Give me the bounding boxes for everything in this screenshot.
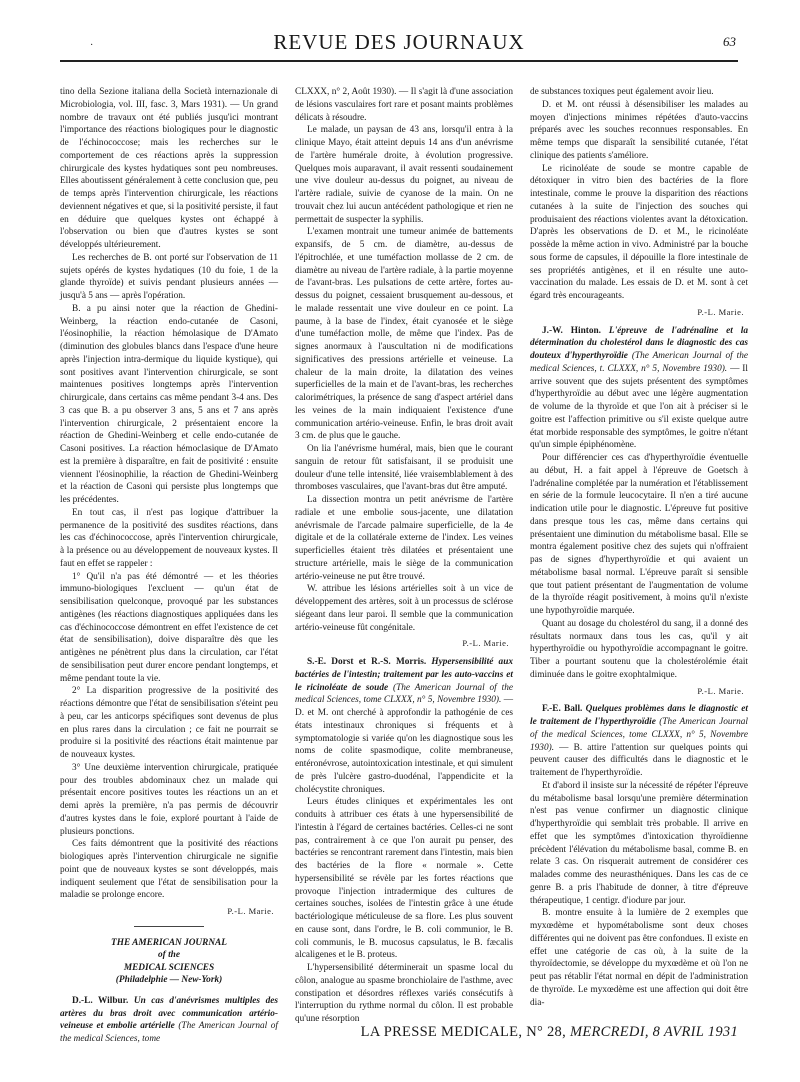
article-author: D.-L. Wilbur.	[72, 995, 129, 1006]
paragraph: Et d'abord il insiste sur la nécessité de répéter l'épreuve du métabolisme basal lorsqu'une première détermination n'est pas venue confirmer un diagnostic clinique d'hyperthyroïdie qui semblait très probable. Il arrive en effet que les symptômes d'intoxication thyroïdienne précèdent l'élévation du métabolisme basal, comme B. en relate 3 cas. On risquerait autrement de considérer ces malades comme des neurasthéniques. Dans les cas de ce genre B. a pris l'habitude de donner, à titre d'épreuve thérapeutique, 1 centigr. d'iodure par jour.	[530, 780, 748, 906]
paragraph: L'examen montrait une tumeur animée de battements expansifs, de 5 cm. de diamètre, au-dessus de l'épitrochlée, et une tuméfaction mollasse de 2 cm. de diamètre au niveau de l'artère radiale, à la partie moyenne de l'avant-bras. Les pulsations de cette artère, fortes au-dessus du poignet, cessaient brusquement au-dessous, et le malade ressentait une vive douleur en ce point. La paume, à la base de l'index, était cyanosée et le siège d'une tuméfaction molle, de même que l'index. Pas de signes anormaux à l'auscultation ni de modifications significatives des pressions artérielle et veineuse. La chaleur de la main droite, la dilatation des veines superficielles de la main et de l'avant-bras, les recherches calorimétriques, la présence de sang d'aspect artériel dans les veines de la main indiquaient l'existence d'une communication artério-veineuse. Enfin, le bras droit avait 3 cm. de plus que le gauche.	[295, 227, 513, 442]
paragraph: L'hypersensibilité déterminerait un spasme local du côlon, analogue au spasme bronchiolaire de l'asthme, avec constipation et désordres réflexes variés consécutifs à l'interruption du rythme normal du côlon. Il est probable qu'une résorption	[295, 963, 513, 1024]
paragraph: B. montre ensuite à la lumière de 2 exemples que myxœdème et hypométabolisme sont deux choses différentes qui ne doivent pas être confondues. Il existe en effet une catégorie de cas où, à la suite de la thyroïdectomie, se développe du myxœdème et où l'on ne peut pas rétablir l'état normal en dépit de l'administration de thyroïde. Le myxœdème est une affection qui doit être dia-	[530, 908, 748, 1008]
article-signature: P.-L. Marie.	[697, 685, 744, 696]
footer-issue: N° 28,	[526, 1024, 567, 1040]
article-citation: (The American Journal of the medical Sciences, t. CLXXX, n° 5, Novembre 1930).	[530, 351, 749, 374]
journal-section-heading	[60, 937, 278, 987]
article-signature: P.-L. Marie.	[462, 638, 509, 649]
section-of: of the	[158, 950, 180, 961]
paragraph: 2° La disparition progressive de la positivité des réactions démontre que l'état de sensibilisation s'éteint peu à peu, car les anticorps spécifiques sont devenus de plus en plus rares dans la circulation ; ce fait ne pourrait se produire si la positivité des réactions était maintenue par de nouveaux kystes.	[60, 686, 278, 760]
paragraph: En tout cas, il n'est pas logique d'attribuer la permanence de la positivité des susdites réactions, dans les cas d'échinococcose, après l'intervention chirurgicale, à la présence ou au développement de nouveaux kystes. Il faut en effet se rappeler :	[60, 507, 278, 569]
separator-rule	[134, 926, 204, 927]
article-text: — B. attire l'attention sur quelques points qui peuvent causer des difficultés dans le diagnostic et le traitement de l'hyperthyroïdie.	[530, 742, 748, 778]
article-signature: P.-L. Marie.	[697, 306, 744, 317]
paragraph: 1° Qu'il n'a pas été démontré — et les théories immuno-biologiques l'excluent — qu'un état de sensibilisation quelconque, provoqué par les substances antigènes (les réactions diagnostiques appliquées dans les cas d'échinococcose démontrent en effet l'existence de cet état de sensibilisation), doive disparaître dès que les antigènes ne pénètrent plus dans la circulation, car l'état de sensibilisation peut durer encore pendant longtemps, et même pendant toute la vie.	[60, 571, 278, 684]
section-journal: THE AMERICAN JOURNAL	[111, 937, 227, 948]
column-3	[530, 86, 749, 1008]
article-signature: P.-L. Marie.	[227, 906, 274, 916]
paragraph: Le malade, un paysan de 43 ans, lorsqu'il entra à la clinique Mayo, était atteint depuis 14 ans d'un anévrisme de l'artère humérale droite, à évolution progressive. Quelques mois auparavant, il avait ressenti soudainement une vive douleur au-dessus du poignet, au niveau de l'artère radiale, suivie de cyanose de la main. On ne trouvait chez lui aucun antécédent pathologique et rien ne permettait de suspecter la syphilis.	[295, 125, 513, 225]
article-citation: (The American Journal of the medical Sciences, tome CLXXX, n° 5, Novembre 1930).	[530, 717, 749, 753]
paragraph: tino della Sezione italiana della Società internazionale di Microbiologia, vol. III, fasc. 3, Mars 1931). — Un grand nombre de travaux ont été publiés jusqu'ici montrant l'importance des réactions biologiques pour le diagnostic de l'échinococcose; mais les recherches sur le comportement de ces réactions après la suppression chirurgicale des kystes hydatiques sont peu nombreuses. Elles aboutissent généralement à cette conclusion que, peu de temps après l'intervention chirurgicale, les réactions deviennent négatives et que, si la positivité persiste, il faut en déduire que quelques kystes ont échappé à l'observation ou bien que d'autres kystes se sont développés ultérieurement.	[60, 87, 278, 250]
article-author: F.-E. Ball.	[542, 704, 583, 715]
paragraph: Pour différencier ces cas d'hyperthyroïdie éventuelle au début, H. a fait appel à l'épreuve de Goetsch à l'adrénaline complétée par la numération et l'établissement en série de la formule leucocytaire. Il n'en a tiré aucune indication utile pour le diagnostic. L'épreuve fut positive dans presque tous les cas, même dans certains qui présentaient une diminution du métabolisme basal. Elle se montra également positive chez des sujets qui n'offraient pas de signes d'hyperthyroïdie et qui avaient un métabolisme basal normal. L'épreuve paraît si sensible que tout patient présentant de l'augmentation de volume de la thyroïde réagit positivement, à moins qu'il n'existe une hypothyroïdie marquée.	[530, 453, 748, 616]
paragraph: CLXXX, n° 2, Août 1930). — Il s'agit là d'une association de lésions vasculaires fort rare et posant maints problèmes délicats à résoudre.	[295, 87, 513, 123]
paragraph: Le ricinoléate de soude se montre capable de détoxiquer in vitro bien des bactéries de la flore intestinale, comme le prouve la disparition des réactions cutanées à la suite de l'injection des souches qui produisaient des réactions violentes avant la détoxication. D'après les observations de D. et M., le ricinoléate possède la même action in vivo. Administré par la bouche sous forme de capsules, il dépouille la flore intestinale de ses propriétés antigènes, et il en résulte une auto-vaccination du malade. Les essais de D. et M. sont à cet égard très encourageants.	[530, 163, 748, 301]
article-citation: (The American Journal of the medical Sciences, tome	[60, 1021, 278, 1044]
journal-running-title: REVUE DES JOURNAUX	[273, 30, 525, 54]
header-mark: ·	[90, 40, 94, 51]
paragraph: D. et M. ont réussi à désensibiliser les malades au moyen d'injections minimes répétées d'auto-vaccins préparés avec les souches reconnues responsables. En même temps que disparaît la sensibilité cutanée, l'état clinique des patients s'améliore.	[530, 99, 748, 161]
section-name: MEDICAL SCIENCES	[123, 962, 215, 973]
article-title: L'épreuve de l'adrénaline et la détermination du cholestérol dans le diagnostic des cas douteux d'hyperthyroïdie	[530, 325, 748, 361]
section-city: (Philadelphie — New-York)	[115, 975, 223, 986]
page-footer	[160, 1024, 738, 1041]
article-text: — Il arrive souvent que des sujets présentent des symptômes d'hyperthyroïdie au début avec une légère augmentation de volume de la thyroïde et que l'on ait à préciser si le goitre est l'affection primitive ou s'il existe quelque autre état morbide responsable des symptômes, le goitre n'étant qu'un simple épiphénomène.	[530, 363, 748, 451]
article-text: — D. et M. ont cherché à approfondir la pathogénie de ces états intestinaux chroniques si fréquents et à symptomatologie si variée qu'on les diagnostique sous les noms de colite spasmodique, colite membraneuse, entéronévrose, autointoxication intestinale, et qui simulent de près l'ulcère gastro-duodénal, l'appendicite et la cholécystite chroniques.	[295, 695, 513, 795]
article-citation: (The American Journal of the medical Sciences, tome CLXXX, n° 5, Novembre 1930).	[295, 682, 513, 706]
article-title: Un cas d'anévrismes multiples des artères du bras droit avec communication artério-veineuse et embolie artérielle	[60, 995, 278, 1032]
column-2	[295, 86, 514, 1024]
paragraph: 3° Une deuxième intervention chirurgicale, pratiquée pour des troubles abdominaux chez un malade qui présentait encore positives toutes les réactions un an et demi après la première, n'a pas permis de découvrir d'autres kystes dans le foie, exploré pourtant à l'aide de plusieurs ponctions.	[60, 762, 278, 837]
paragraph: Ces faits démontrent que la positivité des réactions biologiques après l'intervention chirurgicale ne signifie point que de nouveaux kystes se sont développés, mais indiquent seulement que l'état de sensibilisation pour la maladie se prolonge encore.	[60, 839, 278, 901]
footer-journal: LA PRESSE MEDICALE,	[360, 1024, 523, 1040]
article-intro	[530, 703, 748, 780]
paragraph: W. attribue les lésions artérielles soit à un vice de développement des artères, soit à un processus de sclérose siégeant dans leur paroi. Il semble que la communication artério-veineuse fût congénitale.	[295, 584, 513, 633]
paragraph: Quant au dosage du cholestérol du sang, il a donné des résultats normaux dans tous les cas, qu'il y ait hyperthyroïdie ou hypothyroïdie accompagnant le goitre. Tiber a pourtant soutenu que la cholestérolémie était diminuée dans le goitre exophtalmique.	[530, 618, 748, 680]
page-number: 63	[723, 34, 736, 49]
paragraph: B. a pu ainsi noter que la réaction de Ghedini-Weinberg, la réaction endo-cutanée de Casoni, l'éosinophilie, la réaction hémolasique de D'Amato (diminution des globules blancs dans l'espace d'une heure après l'injection intra-dermique du liquide kystique), qui sont positives avant l'intervention chirurgicale, se sont maintenues positives longtemps après l'intervention chirurgicale, dans certains cas même pendant 3-4 ans. Des 3 cas que B. a pu observer 3 ans, 5 ans et 7 ans après l'intervention chirurgicale, 2 présentaient encore la réaction de Ghedini-Weinberg et celle endo-cutanée de Casoni positives. La réaction hémoclasique de D'Amato est la première à disparaître, en fait de positivité : ensuite viennent l'éosinophilie, la réaction de Ghedini-Weinberg et la réaction de Casoni qui persiste plus longtemps que les précédentes.	[60, 303, 278, 505]
article-title: Quelques problèmes dans le diagnostic et le traitement de l'hyperthyroïdie	[530, 704, 748, 727]
article-intro	[530, 325, 748, 453]
paragraph: Leurs études cliniques et expérimentales les ont conduits à attribuer ces états à une hypersensibilité de l'intestin à l'égard de certaines bactéries. Celles-ci ne sont pas, contrairement à ce que l'on aurait pu penser, des bactéries se rencontrant rarement dans l'intestin, mais bien des bactéries de la flore « normale ». Cette hypersensibilité se révèle par les fortes réactions que provoque l'injection intradermique des cultures de certaines souches, isolées de l'intestin grâce à une étude bactériologique méticuleuse de sa flore. Les plus souvent en cause sont, dans l'ordre, le B. coli communior, le B. coli communis, le B. mucosus capsulatus, le B. fæcalis alcaligenes et le B. proteus.	[295, 797, 513, 961]
paragraph: de substances toxiques peut également avoir lieu.	[530, 87, 714, 97]
paragraph: La dissection montra un petit anévrisme de l'artère radiale et une embolie sous-jacente, une dilatation anévrismale de l'arcade palmaire superficielle, de la 4e digitale et de la collatérale externe de l'index. Les veines superficielles étaient très dilatées et présentaient une structure artérielle, mais le siège de la communication artério-veineuse ne put être trouvé.	[295, 495, 513, 582]
article-author: S.-E. Dorst et R.-S. Morris.	[307, 657, 427, 667]
article-intro	[295, 656, 513, 796]
page-header	[60, 28, 738, 62]
article-author: J.-W. Hinton.	[542, 325, 601, 336]
paragraph: Les recherches de B. ont porté sur l'observation de 11 sujets opérés de kystes hydatiques (10 du foie, 1 de la glande thyroïde) et suivis pendant plusieurs années — jusqu'à 5 ans — après l'opération.	[60, 252, 278, 301]
article-title: Hypersensibilité aux bactéries de l'intestin; traitement par les auto-vaccins et le ricinoléate de soude	[295, 657, 514, 693]
paragraph: On lia l'anévrisme huméral, mais, bien que le courant sanguin de retour fût satisfaisant, il se produisit une douleur d'une telle intensité, liée vraisemblablement à des thromboses vasculaires, que l'avant-bras dut être amputé.	[295, 444, 513, 493]
footer-date: MERCREDI, 8 AVRIL 1931	[569, 1024, 738, 1040]
column-1	[60, 86, 278, 1044]
